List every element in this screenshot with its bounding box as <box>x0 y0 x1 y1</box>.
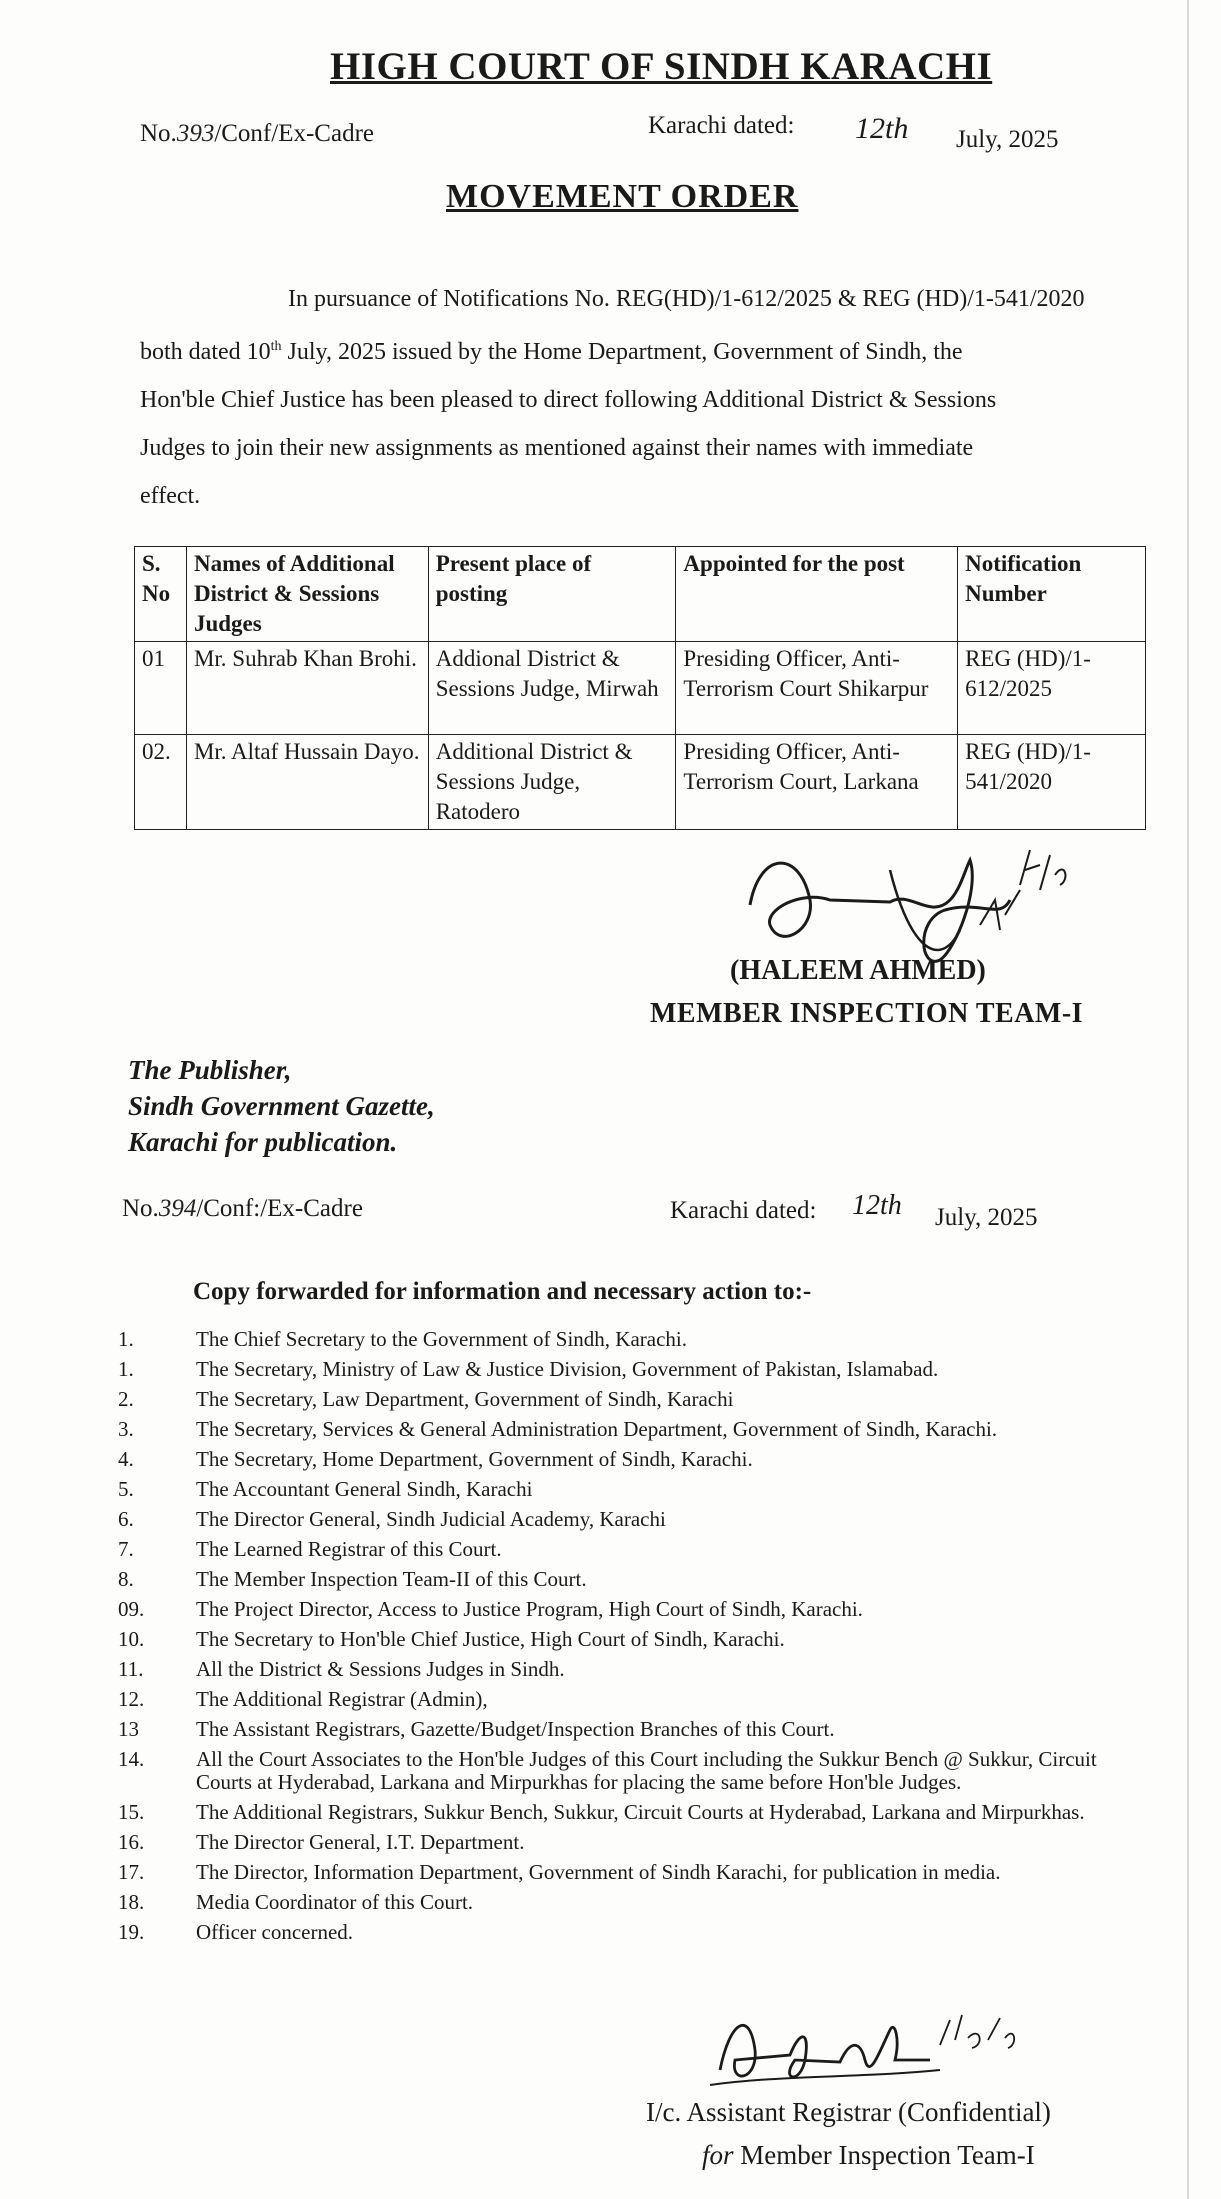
list-item-text: The Director General, I.T. Department. <box>196 1830 525 1854</box>
list-item-text: The Project Director, Access to Justice Program, High Court of Sindh, Karachi. <box>196 1597 863 1621</box>
body-paragraph <box>140 275 1145 520</box>
publisher-line: The Publisher, <box>128 1055 292 1085</box>
list-item-number: 6. <box>118 1507 134 1531</box>
copy-forwarded-heading: Copy forwarded for information and necessary action to:- <box>193 1278 812 1305</box>
signatory-name: (HALEEM AHMED) <box>730 955 986 986</box>
list-item-text: The Secretary, Ministry of Law & Justice Division, Government of Pakistan, Islamabad. <box>196 1357 939 1381</box>
list-item <box>118 1598 1118 1621</box>
paragraph-line-text: both dated 10 <box>140 339 271 365</box>
publisher-line: Karachi for publication. <box>128 1127 398 1157</box>
postings-table <box>134 546 1146 830</box>
member-inspection-label: Member Inspection Team-I <box>740 2140 1035 2170</box>
court-title: HIGH COURT OF SINDH KARACHI <box>330 45 993 88</box>
reference-number <box>140 120 374 148</box>
list-item-text: All the Court Associates to the Hon'ble Judges of this Court including the Sukkur Bench @ Sukkur, Circuit Courts at Hyderabad, Larkana and Mirpurkhas for placing the same before Hon'ble Judges. <box>196 1747 1097 1794</box>
list-item-number: 16. <box>118 1830 145 1854</box>
list-item-number: 2. <box>118 1387 134 1411</box>
list-item <box>118 1861 1118 1884</box>
table-cell: REG (HD)/1-541/2020 <box>958 735 1146 830</box>
list-item <box>118 1891 1118 1914</box>
list-item-number: 15. <box>118 1800 145 1824</box>
list-item <box>118 1748 1118 1794</box>
list-item-number: 8. <box>118 1567 134 1591</box>
list-item <box>118 1921 1118 1944</box>
ref-suffix: /Conf:/Ex-Cadre <box>196 1195 363 1222</box>
list-item-text: The Accountant General Sindh, Karachi <box>196 1477 533 1501</box>
table-row <box>135 642 1146 735</box>
list-item-text: The Director, Information Department, Government of Sindh Karachi, for publication in media. <box>196 1860 1001 1884</box>
list-item <box>118 1328 1118 1351</box>
handwritten-signature-2 <box>700 1990 1060 2100</box>
list-item <box>118 1568 1118 1591</box>
list-item-text: The Learned Registrar of this Court. <box>196 1537 502 1561</box>
ref-number-handwritten: 394 <box>158 1195 197 1222</box>
paragraph-line: Hon'ble Chief Justice has been pleased to direct following Additional District & Sessions <box>140 387 997 413</box>
list-item-text: The Secretary, Services & General Administration Department, Government of Sindh, Karachi. <box>196 1417 998 1441</box>
list-item-number: 11. <box>118 1657 144 1681</box>
list-item <box>118 1718 1118 1741</box>
signatory-designation: MEMBER INSPECTION TEAM-I <box>650 998 1084 1029</box>
list-item-text: The Member Inspection Team-II of this Court. <box>196 1567 587 1591</box>
list-item <box>118 1688 1118 1711</box>
list-item-number: 5. <box>118 1477 134 1501</box>
for-member-inspection <box>702 2140 1035 2171</box>
superscript: th <box>270 339 282 354</box>
list-item-number: 14. <box>118 1747 145 1771</box>
dated-label-2: Karachi dated: <box>670 1197 817 1224</box>
dated-day-handwritten-2: 12th <box>852 1190 902 1221</box>
list-item-text: The Secretary, Home Department, Government of Sindh, Karachi. <box>196 1447 753 1471</box>
header-cell: Notification Number <box>958 547 1146 642</box>
list-item-number: 4. <box>118 1447 134 1471</box>
table-cell: 01 <box>135 642 187 735</box>
list-item <box>118 1448 1118 1471</box>
reference-number-2 <box>122 1195 363 1223</box>
assistant-registrar-designation: I/c. Assistant Registrar (Confidential) <box>646 2097 1051 2127</box>
list-item-number: 09. <box>118 1597 145 1621</box>
paragraph-line-text: July, 2025 issued by the Home Department, Government of Sindh, the <box>281 339 963 365</box>
list-item-number: 10. <box>118 1627 145 1651</box>
table-cell: REG (HD)/1-612/2025 <box>958 642 1146 735</box>
page-edge-line <box>1187 0 1189 2199</box>
header-cell: Appointed for the post <box>676 547 958 642</box>
list-item <box>118 1508 1118 1531</box>
list-item-text: The Additional Registrar (Admin), <box>196 1687 488 1711</box>
list-item <box>118 1418 1118 1441</box>
paragraph-line: effect. <box>140 483 201 509</box>
list-item-text: The Director General, Sindh Judicial Academy, Karachi <box>196 1507 666 1531</box>
table-cell: Mr. Suhrab Khan Brohi. <box>186 642 428 735</box>
table-cell: Mr. Altaf Hussain Dayo. <box>186 735 428 830</box>
list-item-number: 7. <box>118 1537 134 1561</box>
list-item-number: 12. <box>118 1687 145 1711</box>
ref-prefix: No. <box>122 1195 159 1222</box>
paragraph-line: Judges to join their new assignments as mentioned against their names with immediate <box>140 435 974 461</box>
table-cell: Presiding Officer, Anti-Terrorism Court Shikarpur <box>676 642 958 735</box>
order-title: MOVEMENT ORDER <box>446 178 799 215</box>
paragraph-line <box>140 323 1145 376</box>
list-item-number: 13 <box>118 1717 139 1741</box>
table-cell: Presiding Officer, Anti-Terrorism Court, Larkana <box>676 735 958 830</box>
table-cell: Addional District & Sessions Judge, Mirwah <box>428 642 676 735</box>
list-item-number: 18. <box>118 1890 145 1914</box>
list-item-number: 1. <box>118 1327 134 1351</box>
table-row <box>135 735 1146 830</box>
dated-day-handwritten: 12th <box>855 112 909 145</box>
publisher-address <box>128 1052 435 1160</box>
list-item <box>118 1658 1118 1681</box>
ref-prefix: No. <box>140 120 177 147</box>
list-item-text: The Chief Secretary to the Government of Sindh, Karachi. <box>196 1327 688 1351</box>
dated-label: Karachi dated: <box>648 112 795 139</box>
ref-number-handwritten: 393 <box>176 120 215 147</box>
list-item-text: All the District & Sessions Judges in Sindh. <box>196 1657 565 1681</box>
paragraph-line: In pursuance of Notifications No. REG(HD)/1-612/2025 & REG (HD)/1-541/2020 <box>288 286 1085 312</box>
table-cell: Additional District & Sessions Judge, Ratodero <box>428 735 676 830</box>
header-cell: Names of Additional District & Sessions Judges <box>186 547 428 642</box>
for-label: for <box>702 2140 734 2170</box>
list-item-number: 19. <box>118 1920 145 1944</box>
header-cell: S. No <box>135 547 187 642</box>
list-item-text: The Assistant Registrars, Gazette/Budget/Inspection Branches of this Court. <box>196 1717 835 1741</box>
copy-recipient-list <box>118 1328 1118 1951</box>
list-item <box>118 1388 1118 1411</box>
publisher-line: Sindh Government Gazette, <box>128 1091 435 1121</box>
list-item <box>118 1478 1118 1501</box>
list-item-number: 1. <box>118 1357 134 1381</box>
dated-month-year-2: July, 2025 <box>935 1204 1038 1231</box>
ref-suffix: /Conf/Ex-Cadre <box>214 120 374 147</box>
dated-month-year: July, 2025 <box>956 126 1059 153</box>
list-item-text: Officer concerned. <box>196 1920 354 1944</box>
table-header-row <box>135 547 1146 642</box>
list-item-text: The Secretary, Law Department, Government of Sindh, Karachi <box>196 1387 734 1411</box>
list-item <box>118 1801 1118 1824</box>
list-item <box>118 1831 1118 1854</box>
list-item-text: Media Coordinator of this Court. <box>196 1890 474 1914</box>
list-item-number: 17. <box>118 1860 145 1884</box>
list-item <box>118 1628 1118 1651</box>
list-item-number: 3. <box>118 1417 134 1441</box>
list-item-text: The Additional Registrars, Sukkur Bench, Sukkur, Circuit Courts at Hyderabad, Larkana and Mirpurkhas. <box>196 1800 1085 1824</box>
list-item <box>118 1538 1118 1561</box>
list-item-text: The Secretary to Hon'ble Chief Justice, High Court of Sindh, Karachi. <box>196 1627 785 1651</box>
table-cell: 02. <box>135 735 187 830</box>
list-item <box>118 1358 1118 1381</box>
header-cell: Present place of posting <box>428 547 676 642</box>
